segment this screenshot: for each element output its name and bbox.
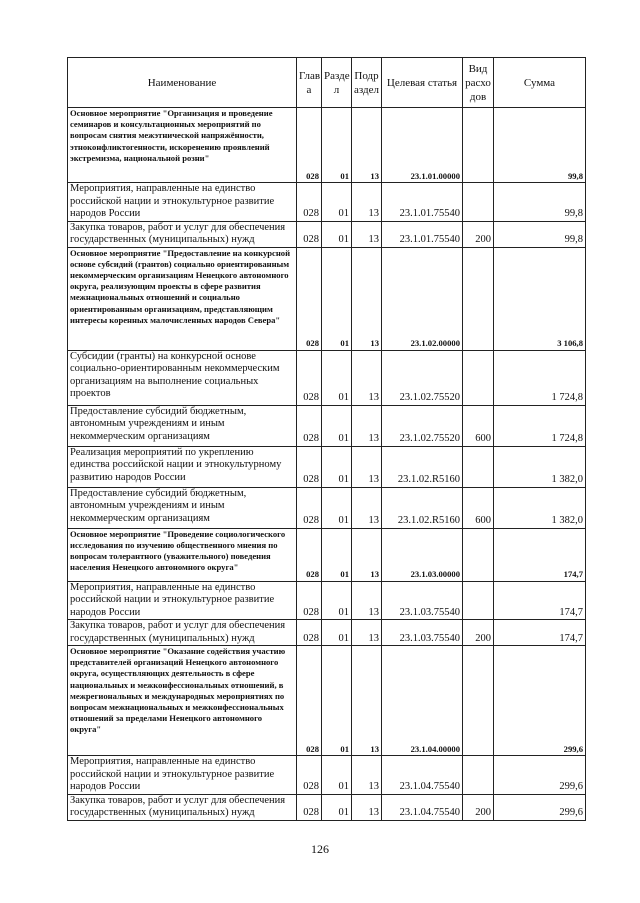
cell-glava: 028	[297, 794, 322, 820]
cell-name: Субсидии (гранты) на конкурсной основе социально-ориентированным некоммерческим организациям на выполнение социальных проектов	[68, 350, 297, 405]
cell-statya: 23.1.03.75540	[382, 581, 463, 620]
cell-summa: 174,7	[494, 620, 586, 646]
cell-name: Предоставление субсидий бюджетным, автономным учреждениям и иным некоммерческим организациям	[68, 405, 297, 446]
table-row-main-activity	[68, 528, 586, 581]
cell-razdel: 01	[322, 528, 352, 581]
table-body	[68, 108, 586, 821]
cell-summa: 99,8	[494, 221, 586, 247]
cell-glava: 028	[297, 221, 322, 247]
cell-razdel: 01	[322, 183, 352, 222]
cell-glava: 028	[297, 446, 322, 487]
cell-razdel: 01	[322, 108, 352, 183]
cell-vid	[463, 756, 494, 795]
page-number: 126	[311, 842, 329, 856]
cell-glava: 028	[297, 528, 322, 581]
cell-summa: 299,6	[494, 756, 586, 795]
table-row	[68, 620, 586, 646]
header-summa: Сумма	[494, 58, 586, 108]
cell-name: Мероприятия, направленные на единство российской нации и этнокультурное развитие народов России	[68, 756, 297, 795]
table-row	[68, 487, 586, 528]
table-row	[68, 405, 586, 446]
cell-podrazdel: 13	[352, 247, 382, 350]
cell-statya: 23.1.02.00000	[382, 247, 463, 350]
cell-podrazdel: 13	[352, 446, 382, 487]
cell-razdel: 01	[322, 756, 352, 795]
cell-vid	[463, 108, 494, 183]
cell-glava: 028	[297, 620, 322, 646]
cell-podrazdel: 13	[352, 794, 382, 820]
cell-podrazdel: 13	[352, 405, 382, 446]
cell-statya: 23.1.04.75540	[382, 794, 463, 820]
cell-statya: 23.1.04.75540	[382, 756, 463, 795]
cell-podrazdel: 13	[352, 350, 382, 405]
cell-glava: 028	[297, 350, 322, 405]
header-name: Наименование	[68, 58, 297, 108]
header-podrazdel: Подр аздел	[352, 58, 382, 108]
cell-razdel: 01	[322, 646, 352, 756]
cell-statya: 23.1.02.R5160	[382, 446, 463, 487]
cell-razdel: 01	[322, 221, 352, 247]
table-row	[68, 183, 586, 222]
cell-statya: 23.1.01.00000	[382, 108, 463, 183]
cell-summa: 1 724,8	[494, 405, 586, 446]
cell-podrazdel: 13	[352, 756, 382, 795]
cell-statya: 23.1.01.75540	[382, 221, 463, 247]
cell-statya: 23.1.03.00000	[382, 528, 463, 581]
cell-name: Закупка товаров, работ и услуг для обеспечения государственных (муниципальных) нужд	[68, 221, 297, 247]
header-statya: Целевая статья	[382, 58, 463, 108]
cell-name: Основное мероприятие "Предоставление на конкурсной основе субсидий (грантов) социально ориентированным некоммерческим организациям Ненецкого автономного округа, реализующим проекты в сфере развития межнациональных отношений и социально ориентированным организациям, представляющим интересы коренных малочисленных народов Севера"	[68, 247, 297, 350]
table-row-main-activity	[68, 108, 586, 183]
cell-vid	[463, 247, 494, 350]
table-row-main-activity	[68, 247, 586, 350]
cell-vid: 600	[463, 405, 494, 446]
cell-summa: 174,7	[494, 581, 586, 620]
cell-vid	[463, 350, 494, 405]
cell-razdel: 01	[322, 794, 352, 820]
cell-razdel: 01	[322, 405, 352, 446]
cell-name: Закупка товаров, работ и услуг для обеспечения государственных (муниципальных) нужд	[68, 794, 297, 820]
cell-vid	[463, 528, 494, 581]
table-row-main-activity	[68, 646, 586, 756]
cell-podrazdel: 13	[352, 183, 382, 222]
cell-name: Мероприятия, направленные на единство российской нации и этнокультурное развитие народов России	[68, 581, 297, 620]
cell-glava: 028	[297, 646, 322, 756]
cell-glava: 028	[297, 247, 322, 350]
cell-name: Мероприятия, направленные на единство российской нации и этнокультурное развитие народов России	[68, 183, 297, 222]
cell-vid	[463, 646, 494, 756]
cell-name: Основное мероприятие "Проведение социологического исследования по изучению общественного мнения по вопросам толерантного (уважительного) поведения населения Ненецкого автономного округа"	[68, 528, 297, 581]
cell-glava: 028	[297, 581, 322, 620]
cell-vid: 600	[463, 487, 494, 528]
cell-name: Основное мероприятие "Оказание содействия участию представителей организаций Ненецкого автономного округа, осуществляющих деятельность в сфере национальных и межконфессиональных отношений, в межрегиональных и международных мероприятиях по вопросам межнациональных и межконфессиональных отношений за пределами Ненецкого автономного округа"	[68, 646, 297, 756]
cell-summa: 174,7	[494, 528, 586, 581]
header-razdel: Разде л	[322, 58, 352, 108]
cell-glava: 028	[297, 183, 322, 222]
table-row	[68, 446, 586, 487]
cell-statya: 23.1.03.75540	[382, 620, 463, 646]
cell-name: Закупка товаров, работ и услуг для обеспечения государственных (муниципальных) нужд	[68, 620, 297, 646]
cell-vid	[463, 446, 494, 487]
cell-vid	[463, 183, 494, 222]
cell-vid: 200	[463, 794, 494, 820]
cell-razdel: 01	[322, 487, 352, 528]
cell-glava: 028	[297, 487, 322, 528]
cell-statya: 23.1.02.75520	[382, 405, 463, 446]
cell-summa: 299,6	[494, 794, 586, 820]
budget-table	[67, 57, 586, 821]
cell-summa: 99,8	[494, 108, 586, 183]
cell-summa: 3 106,8	[494, 247, 586, 350]
table-row	[68, 581, 586, 620]
cell-razdel: 01	[322, 620, 352, 646]
cell-vid: 200	[463, 221, 494, 247]
cell-razdel: 01	[322, 350, 352, 405]
cell-statya: 23.1.04.00000	[382, 646, 463, 756]
cell-podrazdel: 13	[352, 620, 382, 646]
header-row	[68, 58, 586, 108]
cell-statya: 23.1.02.75520	[382, 350, 463, 405]
cell-vid	[463, 581, 494, 620]
cell-podrazdel: 13	[352, 528, 382, 581]
table-row	[68, 221, 586, 247]
cell-vid: 200	[463, 620, 494, 646]
cell-razdel: 01	[322, 247, 352, 350]
cell-summa: 299,6	[494, 646, 586, 756]
cell-summa: 1 382,0	[494, 487, 586, 528]
header-vid: Вид расхо дов	[463, 58, 494, 108]
cell-statya: 23.1.01.75540	[382, 183, 463, 222]
header-glava: Глав а	[297, 58, 322, 108]
cell-statya: 23.1.02.R5160	[382, 487, 463, 528]
cell-podrazdel: 13	[352, 581, 382, 620]
cell-podrazdel: 13	[352, 108, 382, 183]
cell-summa: 1 724,8	[494, 350, 586, 405]
cell-razdel: 01	[322, 581, 352, 620]
cell-name: Реализация мероприятий по укреплению единства российской нации и этнокультурному развитию народов России	[68, 446, 297, 487]
cell-glava: 028	[297, 108, 322, 183]
table-row	[68, 756, 586, 795]
cell-glava: 028	[297, 405, 322, 446]
cell-summa: 99,8	[494, 183, 586, 222]
cell-podrazdel: 13	[352, 646, 382, 756]
cell-podrazdel: 13	[352, 221, 382, 247]
cell-name: Основное мероприятие "Организация и проведение семинаров и консультационных мероприятий по вопросам снятия межэтнической напряжённости, этноконфликтогенности, искоренению проявлений экстремизма, национальной розни"	[68, 108, 297, 183]
table-row	[68, 794, 586, 820]
cell-glava: 028	[297, 756, 322, 795]
cell-razdel: 01	[322, 446, 352, 487]
cell-podrazdel: 13	[352, 487, 382, 528]
cell-summa: 1 382,0	[494, 446, 586, 487]
table-row	[68, 350, 586, 405]
cell-name: Предоставление субсидий бюджетным, автономным учреждениям и иным некоммерческим организациям	[68, 487, 297, 528]
